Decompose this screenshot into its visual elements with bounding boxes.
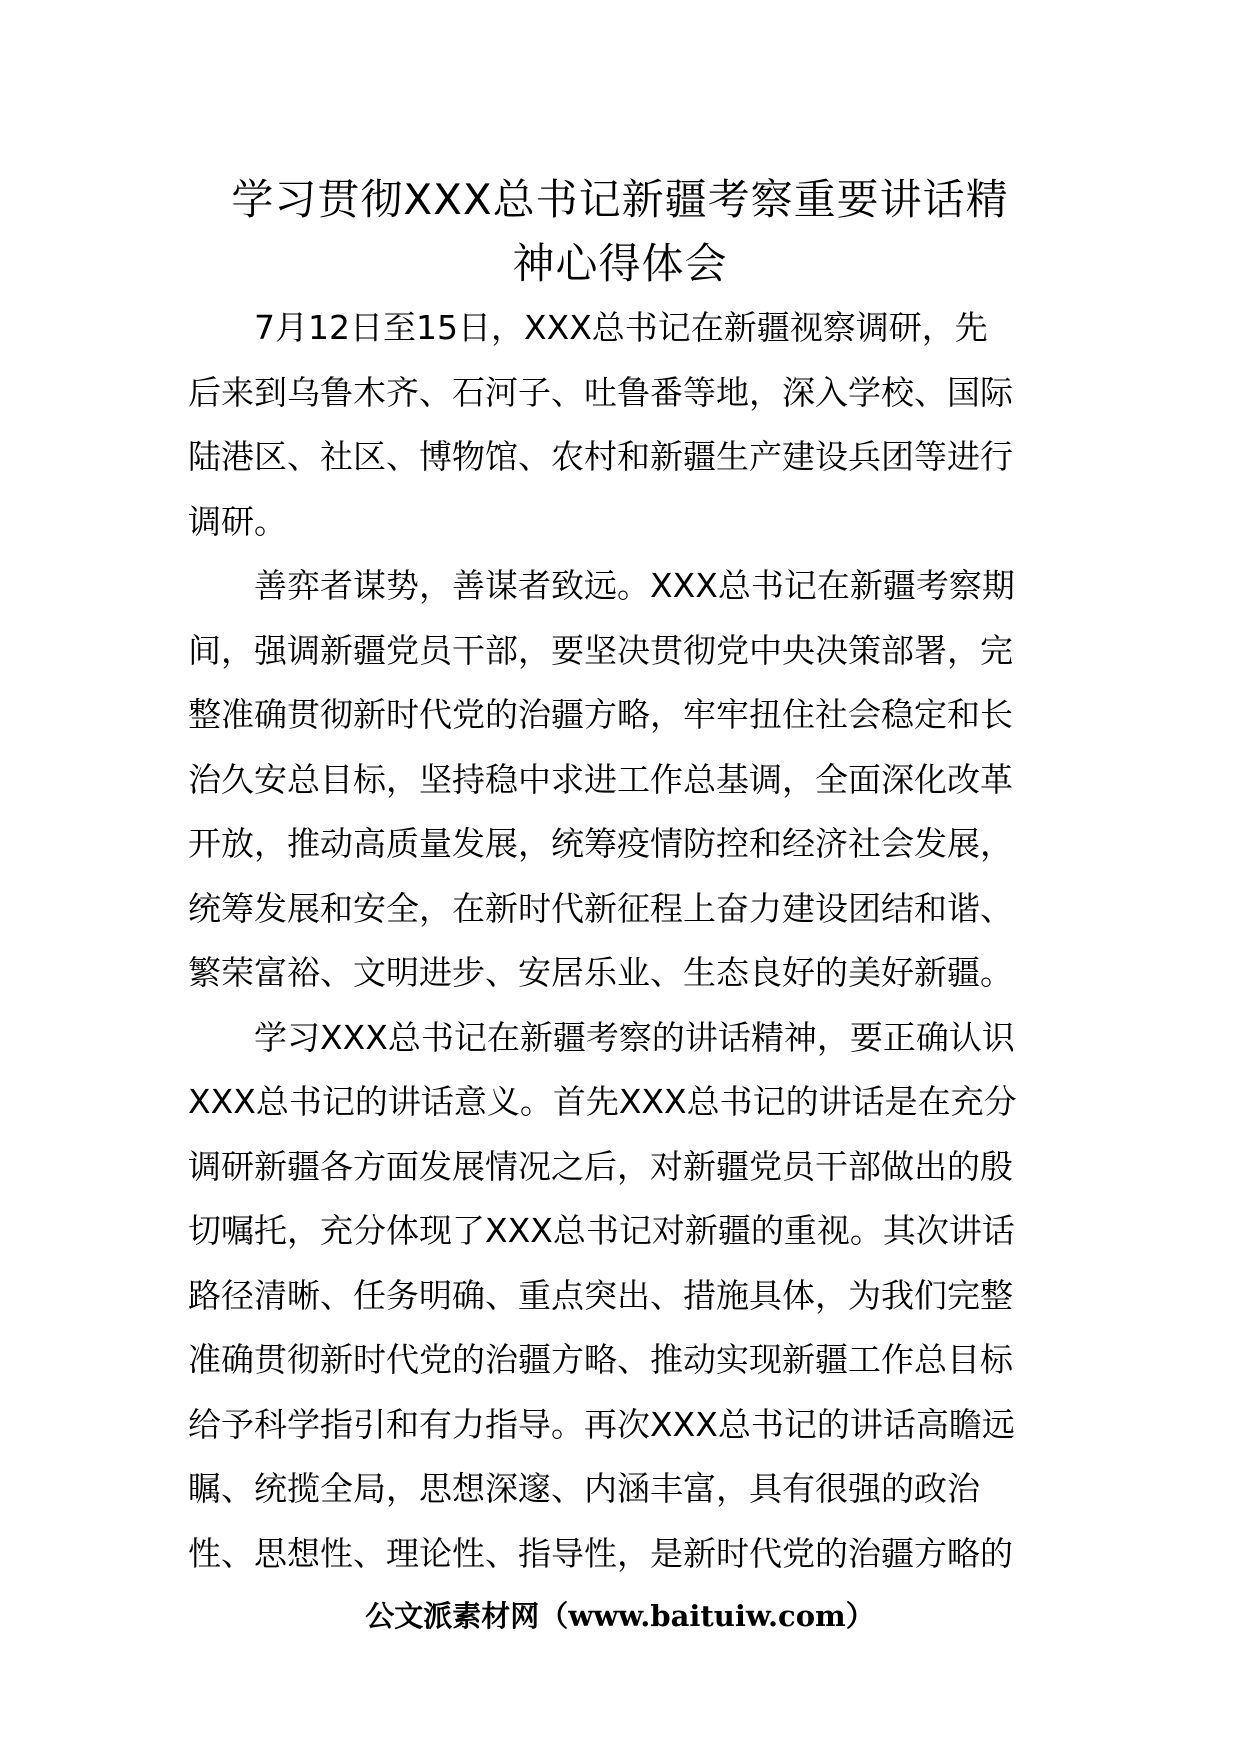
text-line: 间，强调新疆党员干部，要坚决贯彻党中央决策部署，完	[188, 630, 1013, 670]
text-line: 陆港区、社区、博物馆、农村和新疆生产建设兵团等进行	[188, 437, 1013, 476]
document-title	[190, 168, 1050, 296]
document-body	[188, 296, 1060, 1586]
text-line: 整准确贯彻新时代党的治疆方略，牢牢扭住社会稳定和长	[188, 695, 1013, 734]
text-line: 路径清晰、任务明确、重点突出、措施具体，为我们完整	[188, 1275, 1013, 1315]
paragraph-3	[188, 1006, 1060, 1587]
text-line: 调研新疆各方面发展情况之后，对新疆党员干部做出的殷	[188, 1146, 1013, 1186]
text-line: 统筹发展和安全，在新时代新征程上奋力建设团结和谐、	[188, 888, 1013, 928]
text-line: 后来到乌鲁木齐、石河子、吐鲁番等地，深入学校、国际	[188, 372, 1013, 412]
text-line: 准确贯彻新时代党的治疆方略、推动实现新疆工作总目标	[188, 1340, 1013, 1379]
title-line-2: 神心得体会	[512, 239, 728, 288]
text-line: 性、思想性、理论性、指导性，是新时代党的治疆方略的	[188, 1533, 1013, 1573]
text-line: 开放，推动高质量发展，统筹疫情防控和经济社会发展，	[188, 824, 1013, 863]
text-line: 7月12日至15日，XXX总书记在新疆视察调研，先	[254, 308, 988, 347]
text-line: 善弈者谋势，善谋者致远。XXX总书记在新疆考察期	[254, 566, 1015, 605]
title-line-1: 学习贯彻XXX总书记新疆考察重要讲话精	[231, 175, 1009, 224]
text-line: 调研。	[188, 501, 287, 541]
text-line: 治久安总目标，坚持稳中求进工作总基调，全面深化改革	[188, 759, 1013, 799]
paragraph-1	[188, 296, 1060, 554]
text-line: 瞩、统揽全局，思想深邃、内涵丰富，具有很强的政治	[188, 1469, 980, 1508]
text-line: 给予科学指引和有力指导。再次XXX总书记的讲话高瞻远	[188, 1404, 1015, 1444]
paragraph-2	[188, 554, 1060, 1006]
text-line: 繁荣富裕、文明进步、安居乐业、生态良好的美好新疆。	[188, 953, 1013, 992]
text-line: 切嘱托，充分体现了XXX总书记对新疆的重视。其次讲话	[188, 1211, 1015, 1250]
footer-source-note: 公文派素材网（www.baituiw.com）	[365, 1599, 875, 1633]
text-line: 学习XXX总书记在新疆考察的讲话精神，要正确认识	[254, 1017, 1015, 1057]
text-line: XXX总书记的讲话意义。首先XXX总书记的讲话是在充分	[188, 1082, 1017, 1121]
